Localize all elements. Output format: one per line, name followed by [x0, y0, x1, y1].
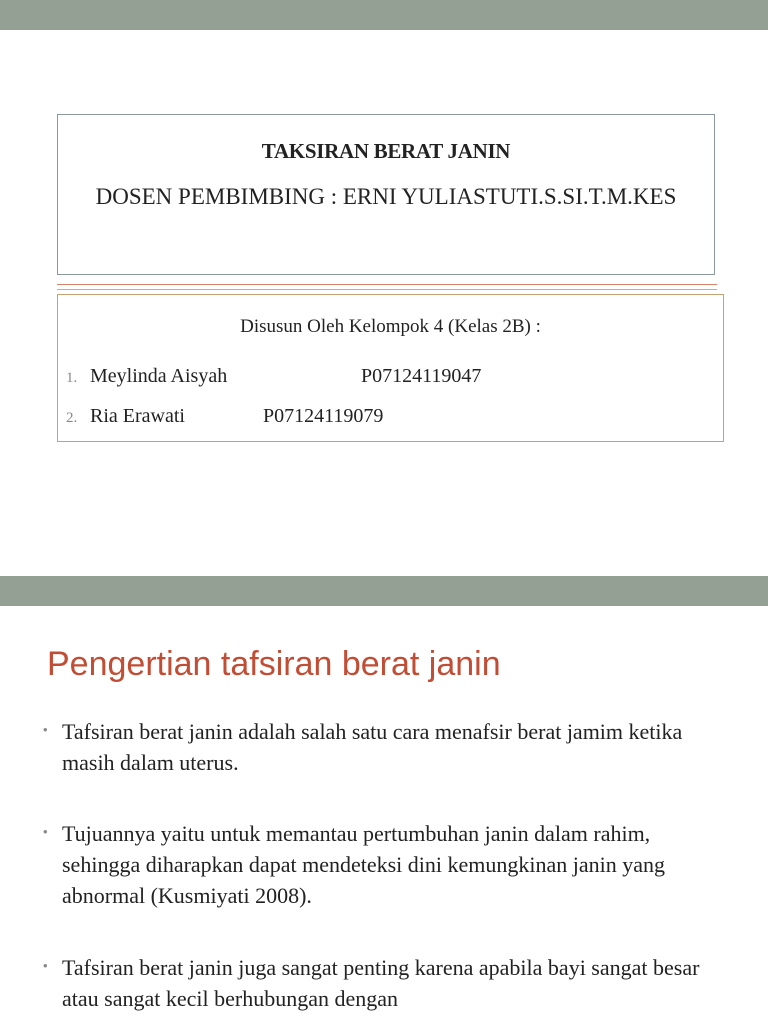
bullet-item: [43, 716, 733, 778]
author-box: [57, 294, 724, 442]
slide-content: [0, 576, 768, 1024]
author-number: 1.: [66, 370, 78, 386]
author-number: 2.: [66, 410, 78, 426]
author-name: Meylinda Aisyah: [90, 365, 228, 387]
title-box: [57, 114, 715, 275]
section-heading: Pengertian tafsiran berat janin: [47, 645, 501, 683]
presentation-subtitle: DOSEN PEMBIMBING : ERNI YULIASTUTI.S.SI.T.M.KES: [95, 184, 677, 209]
slide-header-bar: [0, 0, 768, 30]
divider-line: [57, 284, 717, 285]
bullet-marker: •: [43, 958, 48, 973]
bullet-item: [43, 818, 733, 911]
author-name: Ria Erawati: [90, 405, 185, 427]
author-id: P07124119079: [263, 405, 384, 427]
bullet-item: [43, 952, 733, 1014]
bullet-text: Tafsiran berat janin adalah salah satu cara menafsir berat jamim ketika masih dalam uterus.: [62, 719, 683, 775]
authors-heading: Disusun Oleh Kelompok 4 (Kelas 2B) :: [240, 316, 541, 337]
divider-line: [57, 289, 717, 290]
bullet-marker: •: [43, 722, 48, 737]
bullet-text: Tafsiran berat janin juga sangat penting karena apabila bayi sangat besar atau sangat kecil berhubungan dengan: [62, 955, 700, 1011]
author-list-item: [66, 405, 384, 428]
author-list-item: [66, 365, 482, 388]
presentation-title: TAKSIRAN BERAT JANIN: [261, 139, 511, 163]
bullet-text: Tujuannya yaitu untuk memantau pertumbuhan janin dalam rahim, sehingga diharapkan dapat mendeteksi dini kemungkinan janin yang abnormal (Kusmiyati 2008).: [62, 821, 666, 908]
bullet-marker: •: [43, 824, 48, 839]
author-id: P07124119047: [361, 365, 482, 387]
slide-header-bar: [0, 576, 768, 606]
